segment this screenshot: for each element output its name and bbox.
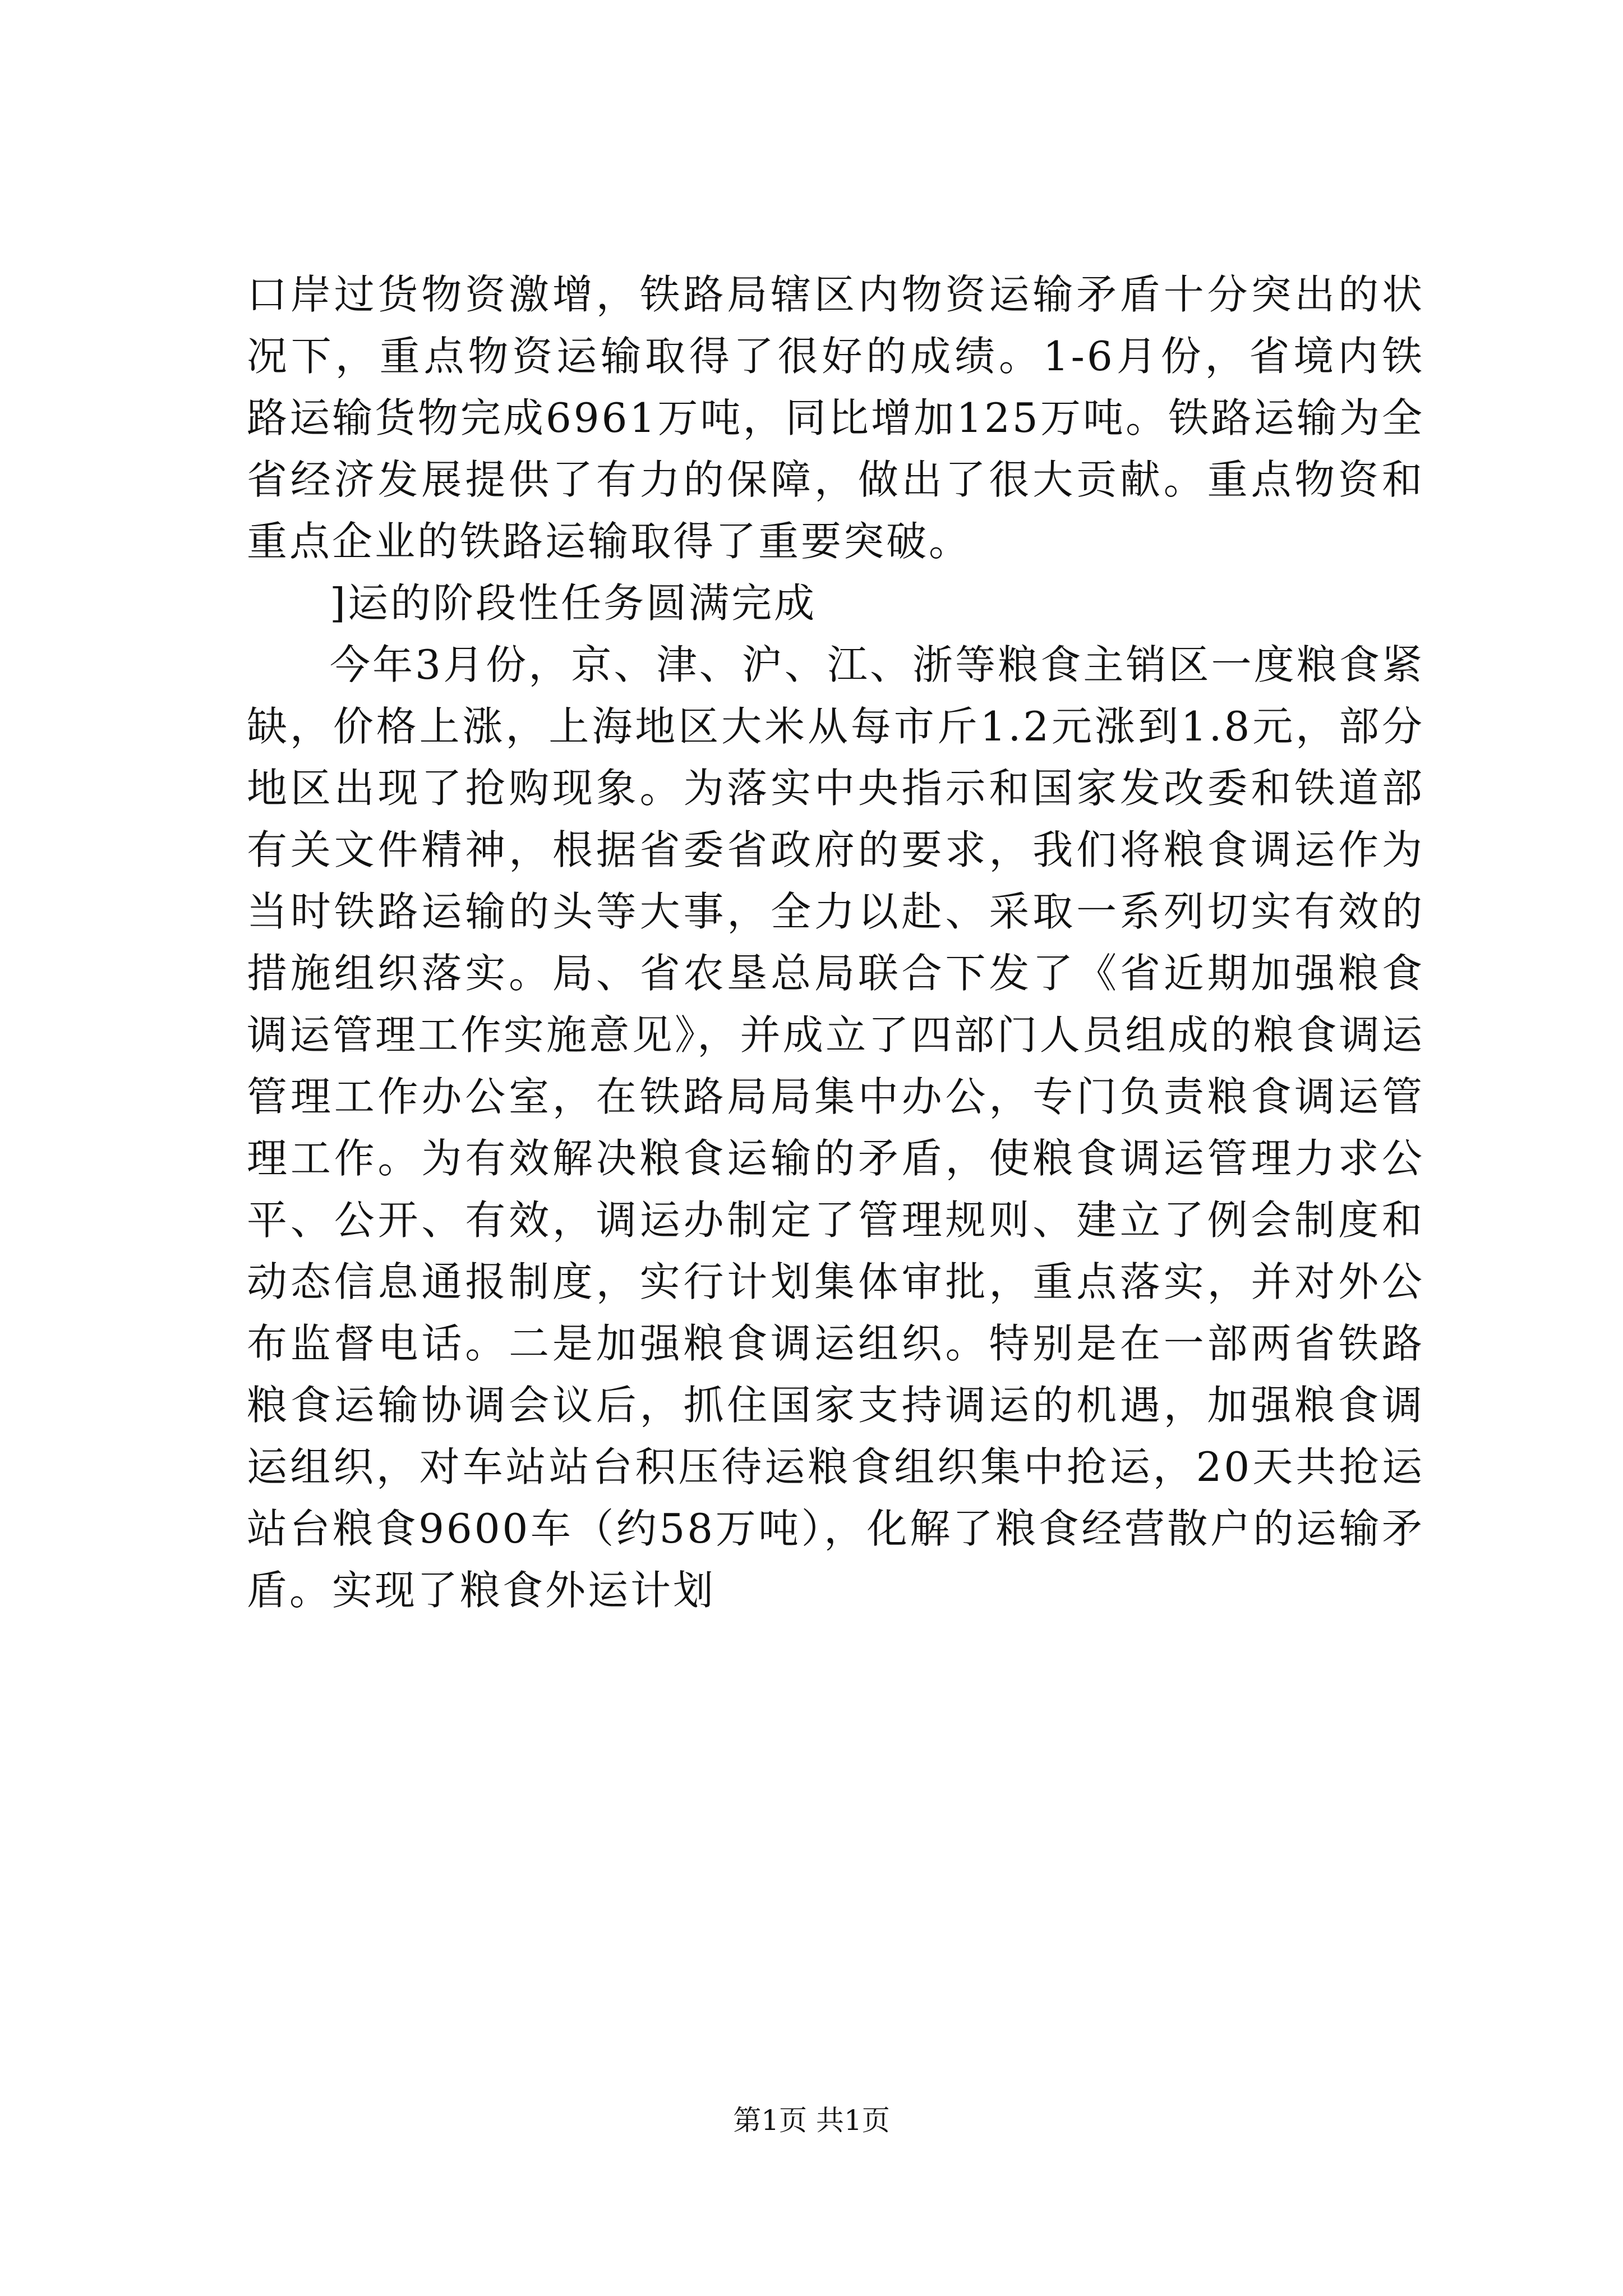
page-footer: 第1页 共1页 xyxy=(733,2104,890,2137)
paragraph-continuation: 口岸过货物资激增，铁路局辖区内物资运输矛盾十分突出的状况下，重点物资运输取得了很好的成绩。1-6月份，省境内铁路运输货物完成6961万吨，同比增加125万吨。铁路运输为全省经济发展提供了有力的保障，做出了很大贡献。重点物资和重点企业的铁路运输取得了重要突破。 xyxy=(247,271,1424,565)
section-heading: ]运的阶段性任务圆满完成 xyxy=(330,579,817,627)
document-body xyxy=(247,264,1424,1621)
paragraph-grain-transport: 今年3月份，京、津、沪、江、浙等粮食主销区一度粮食紧缺，价格上涨，上海地区大米从每市斤1.2元涨到1.8元，部分地区出现了抢购现象。为落实中央指示和国家发改委和铁道部有关文件精神，根据省委省政府的要求，我们将粮食调运作为当时铁路运输的头等大事，全力以赴、采取一系列切实有效的措施组织落实。局、省农垦总局联合下发了《省近期加强粮食调运管理工作实施意见》，并成立了四部门人员组成的粮食调运管理工作办公室，在铁路局局集中办公，专门负责粮食调运管理工作。为有效解决粮食运输的矛盾，使粮食调运管理力求公平、公开、有效，调运办制定了管理规则、建立了例会制度和动态信息通报制度，实行计划集体审批，重点落实，并对外公布监督电话。二是加强粮食调运组织。特别是在一部两省铁路粮食运输协调会议后，抓住国家支持调运的机遇，加强粮食调运组织，对车站站台积压待运粮食组织集中抢运，20天共抢运站台粮食9600车（约58万吨），化解了粮食经营散户的运输矛盾。实现了粮食外运计划 xyxy=(247,641,1424,1614)
